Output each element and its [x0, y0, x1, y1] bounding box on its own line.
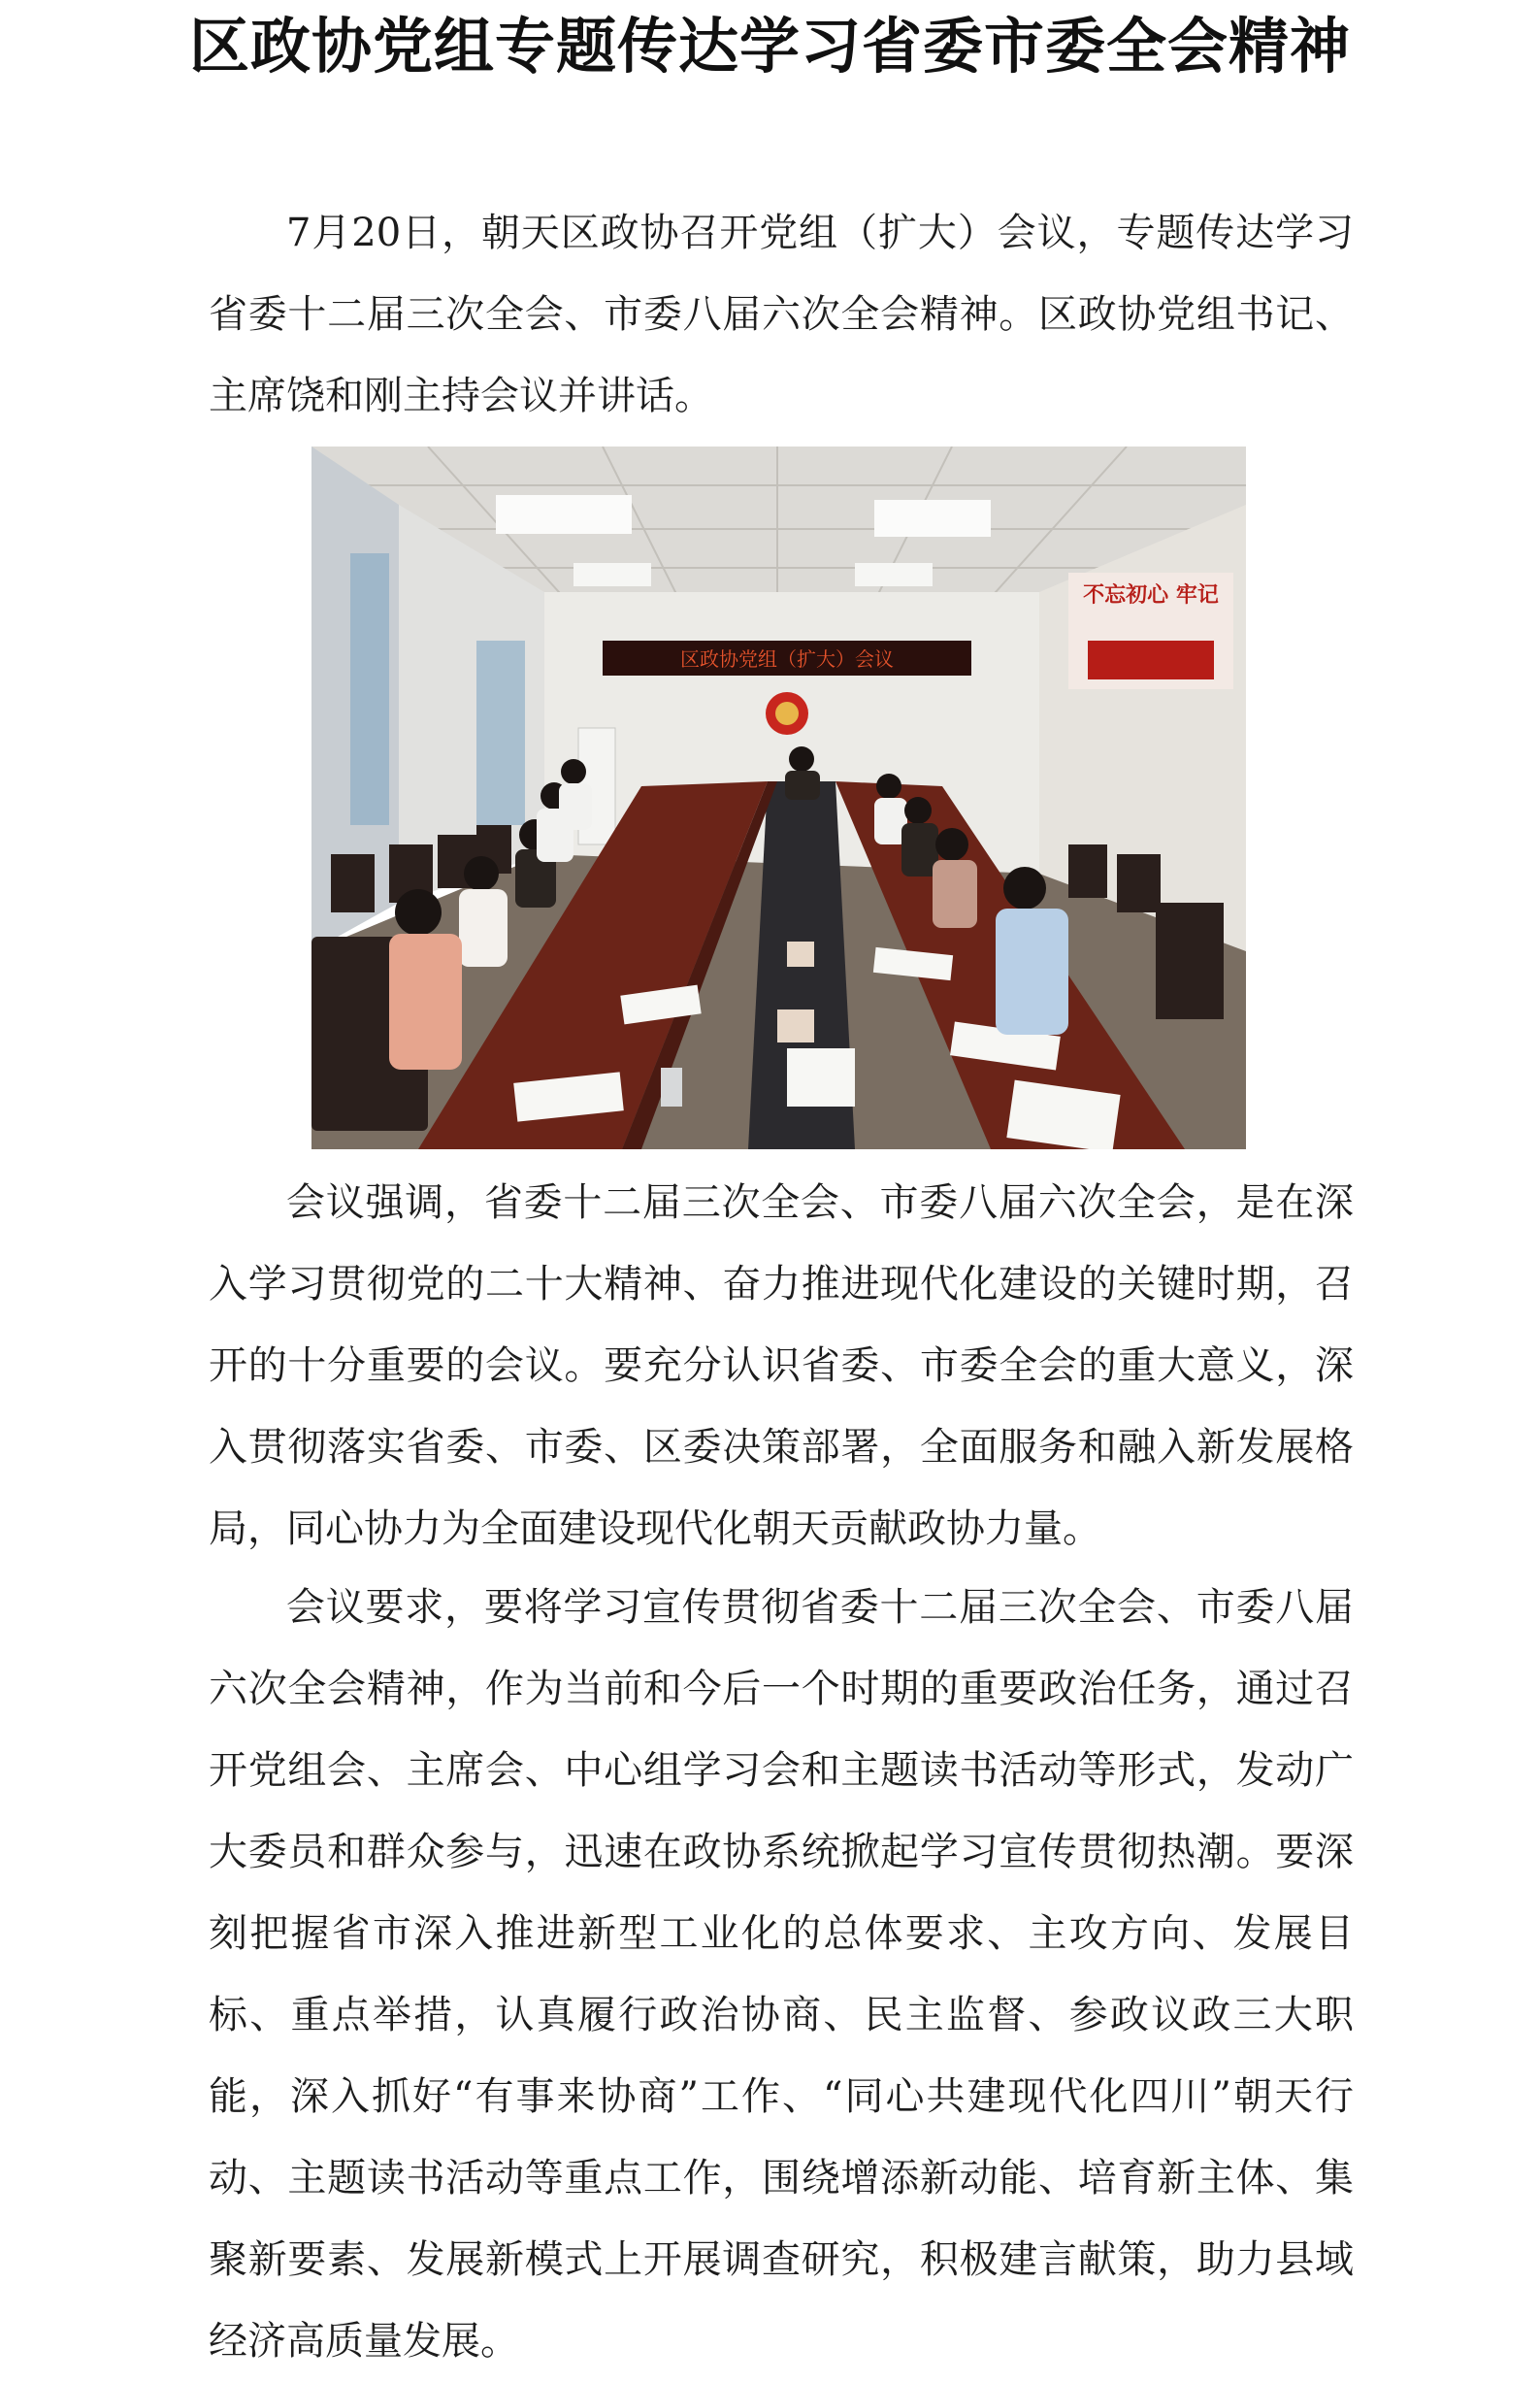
- paragraph-requirements: 会议要求，要将学习宣传贯彻省委十二届三次全会、市委八届六次全会精神，作为当前和今后一个时期的重要政治任务，通过召开党组会、主席会、中心组学习会和主题读书活动等形式，发动广大委员和群众参与，迅速在政协系统掀起学习宣传贯彻热潮。要深刻把握省市深入推进新型工业化的总体要求、主攻方向、发展目标、重点举措，认真履行政治协商、民主监督、参政议政三大职能，深入抓好“有事来协商”工作、“同心共建现代化四川”朝天行动、主题读书活动等重点工作，围绕增添新动能、培育新主体、集聚新要素、发展新模式上开展调查研究，积极建言献策，助力县域经济高质量发展。: [209, 1585, 1354, 2364]
- meeting-banner: [603, 641, 971, 676]
- svg-text:不忘初心 牢记: 不忘初心 牢记: [1083, 583, 1219, 608]
- banner-text: 区政协党组（扩大）会议: [680, 647, 894, 671]
- article-title: 区政协党组专题传达学习省委市委全会精神: [188, 11, 1351, 82]
- wall-slogan-panel: [1068, 573, 1233, 689]
- paragraph-emphasis: 会议强调，省委十二届三次全会、市委八届六次全会，是在深入学习贯彻党的二十大精神、奋力推进现代化建设的关键时期，召开的十分重要的会议。要充分认识省委、市委全会的重大意义，深入贯彻落实省委、市委、区委决策部署，全面服务和融入新发展格局，同心协力为全面建设现代化朝天贡献政协力量。: [209, 1180, 1354, 1551]
- paragraph-intro: 7月20日，朝天区政协召开党组（扩大）会议，专题传达学习省委十二届三次全会、市委八届六次全会精神。区政协党组书记、主席饶和刚主持会议并讲话。: [209, 211, 1354, 418]
- meeting-photo: [311, 447, 1246, 1149]
